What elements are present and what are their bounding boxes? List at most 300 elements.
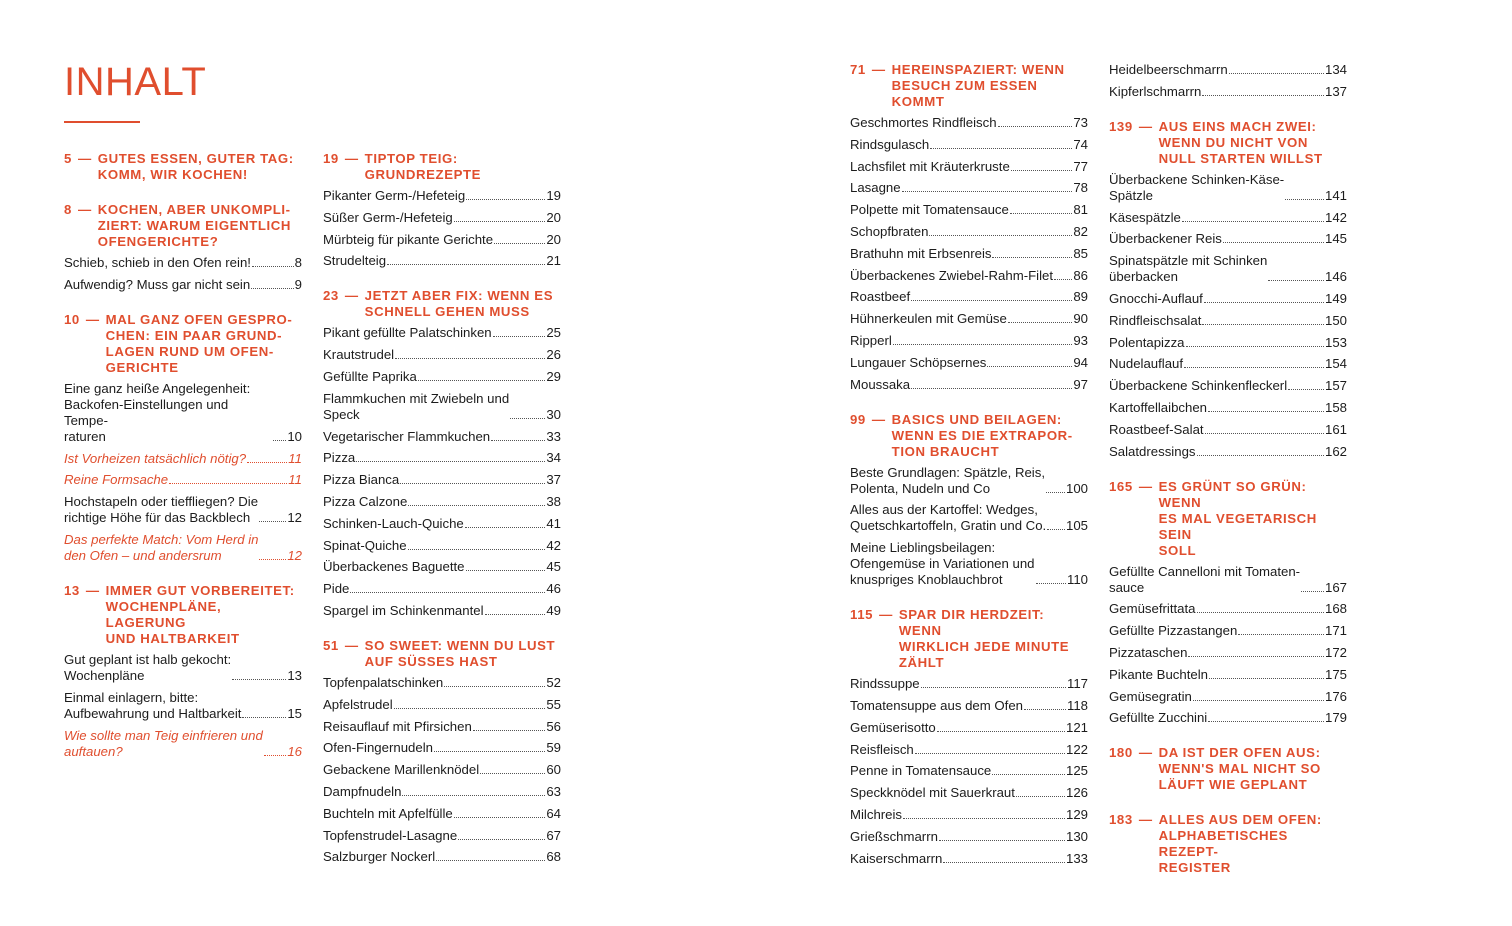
toc-entry (1109, 62, 1347, 78)
entry-title: Pizza (323, 450, 356, 466)
dot-leader (1036, 583, 1066, 584)
entry-title: Pizzataschen (1109, 644, 1188, 660)
entry-title: Pikante Buchteln (1109, 666, 1208, 682)
entry-page-number: 20 (546, 231, 561, 247)
dot-leader (1268, 280, 1324, 281)
entry-page-number: 63 (546, 783, 561, 799)
entry-title: Schieb, schieb in den Ofen rein! (64, 255, 251, 270)
dot-leader (454, 221, 546, 222)
entry-page-number: 129 (1065, 806, 1088, 822)
entry-title: Einmal einlagern, bitte: Aufbewahrung und Haltbarkeit (64, 689, 242, 721)
entry-title: Apfelstrudel (323, 696, 393, 712)
dot-leader (1301, 591, 1324, 592)
section-number: 51 (323, 637, 339, 653)
toc-entry (323, 762, 561, 778)
entry-page-number: 46 (546, 581, 561, 597)
toc-entry (850, 851, 1088, 867)
section-dash: — (1138, 812, 1153, 828)
entry-page-number: 15 (287, 705, 302, 721)
entry-title: Beste Grundlagen: Spätzle, Reis, Polenta, Nudeln und Co (850, 464, 1045, 496)
entry-page-number: 153 (1324, 334, 1347, 350)
dot-leader (1024, 709, 1066, 710)
entry-title: Spinat-Quiche (323, 537, 407, 553)
toc-entry (323, 347, 561, 363)
dot-leader (1016, 796, 1065, 797)
entry-title: Reisauflauf mit Pfirsichen (323, 718, 472, 734)
entry-title: Salatdressings (1109, 443, 1196, 459)
toc-column-3 (850, 62, 1088, 886)
dot-leader (903, 818, 1065, 819)
toc-entry (850, 676, 1088, 692)
dot-leader (232, 679, 286, 680)
entry-page-number: 13 (287, 667, 302, 683)
dot-leader (1011, 170, 1073, 171)
toc-entry (850, 311, 1088, 327)
dot-leader (1188, 656, 1324, 657)
toc-entry (323, 849, 561, 865)
toc-entry (323, 369, 561, 385)
entry-title: Geschmortes Rindfleisch (850, 115, 997, 130)
entry-page-number: 179 (1324, 710, 1347, 726)
toc-entry (64, 652, 302, 684)
entry-title: Speckknödel mit Sauerkraut (850, 785, 1015, 801)
entry-page-number: 97 (1073, 376, 1088, 392)
dot-leader (252, 266, 294, 267)
section-heading (1109, 479, 1347, 559)
dot-leader (921, 687, 1066, 688)
dot-leader (264, 755, 287, 756)
entry-page-number: 158 (1324, 399, 1347, 415)
entry-page-number: 94 (1073, 354, 1088, 370)
entry-title: Überbackenes Baguette (323, 559, 465, 575)
toc-entry (850, 785, 1088, 801)
section-dash: — (1138, 478, 1153, 494)
entry-page-number: 16 (287, 743, 302, 759)
dot-leader (998, 126, 1073, 127)
toc-entry (323, 784, 561, 800)
entry-title: Flammkuchen mit Zwiebeln und Speck (323, 390, 510, 422)
section-number: 13 (64, 582, 80, 598)
entry-title: Gemüserisotto (850, 719, 936, 735)
dot-leader (510, 418, 545, 419)
dot-leader (494, 243, 545, 244)
dot-leader (1193, 700, 1324, 701)
toc-entry (64, 381, 302, 445)
entry-title: Nudelauflauf (1109, 356, 1184, 372)
section-title: GUTES ESSEN, GUTER TAG: KOMM, WIR KOCHEN! (97, 151, 294, 182)
entry-page-number: 105 (1065, 518, 1088, 534)
entry-title: Polentapizza (1109, 334, 1185, 350)
toc-entry (323, 210, 561, 226)
toc-section (850, 412, 1088, 589)
entry-page-number: 117 (1066, 676, 1088, 692)
toc-section (64, 151, 302, 183)
section-title: SO SWEET: WENN DU LUST AUF SÜSSES HAST (364, 637, 556, 669)
entry-title: Wie sollte man Teig einfrieren und auftauen? (64, 727, 263, 759)
entry-title: Roastbeef (850, 289, 911, 305)
section-heading (64, 583, 302, 647)
toc-section (64, 312, 302, 564)
toc-entry (64, 277, 302, 293)
entry-page-number: 167 (1324, 579, 1347, 595)
section-title: ES GRÜNT SO GRÜN: WENN ES MAL VEGETARISCH SEIN SOLL (1158, 478, 1317, 558)
section-heading (850, 412, 1088, 460)
entry-page-number: 10 (287, 428, 302, 444)
section-heading (323, 638, 561, 670)
toc-entry (323, 559, 561, 575)
entry-page-number: 85 (1073, 245, 1088, 261)
toc-entry (1109, 601, 1347, 617)
toc-entry (323, 740, 561, 756)
toc-column-4 (1109, 62, 1347, 895)
entry-page-number: 77 (1073, 158, 1088, 174)
entry-page-number: 37 (546, 472, 561, 488)
entry-title: Gnocchi-Auflauf (1109, 290, 1203, 306)
toc-section (323, 638, 561, 865)
toc-section (1109, 479, 1347, 727)
entry-title: Milchreis (850, 806, 903, 822)
dot-leader (1197, 612, 1324, 613)
toc-entry (850, 333, 1088, 349)
toc-entry (850, 268, 1088, 284)
section-dash: — (344, 288, 359, 304)
entry-title: Topfenpalatschinken (323, 674, 444, 690)
dot-leader (1010, 213, 1073, 214)
section-number: 5 (64, 151, 72, 166)
entry-title: Käsespätzle (1109, 209, 1181, 225)
dot-leader (418, 380, 546, 381)
entry-page-number: 172 (1324, 644, 1347, 660)
entry-page-number: 60 (546, 762, 561, 778)
toc-section (1109, 812, 1347, 876)
toc-entry (850, 807, 1088, 823)
toc-entry (1109, 710, 1347, 726)
section-dash: — (77, 151, 92, 166)
entry-page-number: 89 (1073, 289, 1088, 305)
entry-title: Ripperl (850, 332, 892, 348)
entry-page-number: 81 (1073, 202, 1088, 218)
toc-entry (64, 532, 302, 564)
toc-entry (850, 763, 1088, 779)
entry-page-number: 86 (1073, 267, 1088, 283)
entry-title: Lungauer Schöpsernes (850, 354, 987, 370)
toc-entry (850, 377, 1088, 393)
toc-entry (323, 494, 561, 510)
toc-column-2 (323, 151, 561, 884)
dot-leader (466, 199, 545, 200)
dot-leader (911, 388, 1072, 389)
toc-entry (850, 224, 1088, 240)
entry-page-number: 171 (1324, 623, 1347, 639)
toc-entry (1109, 210, 1347, 226)
section-heading (1109, 745, 1347, 793)
entry-title: Grießschmarrn (850, 828, 938, 844)
entry-title: Roastbeef-Salat (1109, 421, 1204, 437)
section-dash: — (879, 607, 893, 623)
section-dash: — (871, 62, 886, 77)
entry-page-number: 146 (1324, 269, 1347, 285)
toc-section (1109, 119, 1347, 460)
section-title: AUS EINS MACH ZWEI: WENN DU NICHT VON NULL STARTEN WILLST (1158, 118, 1323, 166)
dot-leader (444, 686, 545, 687)
toc-entry (850, 289, 1088, 305)
entry-title: Gefüllte Pizzastangen (1109, 623, 1238, 639)
section-title: TIPTOP TEIG: GRUNDREZEPTE (364, 151, 482, 182)
toc-entry (1109, 378, 1347, 394)
entry-page-number: 45 (546, 559, 561, 575)
toc-entry (323, 188, 561, 204)
entry-page-number: 137 (1324, 83, 1347, 99)
dot-leader (493, 336, 546, 337)
dot-leader (395, 358, 545, 359)
dot-leader (1208, 411, 1324, 412)
section-dash: — (1138, 745, 1153, 761)
dot-leader (480, 773, 545, 774)
entry-page-number: 134 (1324, 62, 1347, 77)
entry-title: Süßer Germ-/Hefeteig (323, 209, 453, 225)
entry-page-number: 150 (1324, 312, 1347, 328)
dot-leader (992, 774, 1065, 775)
toc-entry (1109, 667, 1347, 683)
entry-page-number: 30 (546, 406, 561, 422)
entry-page-number: 168 (1324, 601, 1347, 617)
dot-leader (402, 795, 545, 796)
section-title: HEREINSPAZIERT: WENN BESUCH ZUM ESSEN KOMMT (891, 62, 1065, 109)
toc-entry (850, 159, 1088, 175)
entry-title: Kartoffellaibchen (1109, 399, 1207, 415)
dot-leader (1186, 346, 1324, 347)
entry-page-number: 42 (546, 537, 561, 553)
toc-entry (64, 494, 302, 526)
entry-title: Vegetarischer Flammkuchen (323, 428, 491, 444)
entry-title: Hühnerkeulen mit Gemüse (850, 311, 1007, 327)
toc-entry (64, 728, 302, 760)
toc-entry (1109, 291, 1347, 307)
entry-page-number: 154 (1324, 356, 1347, 372)
section-heading (850, 62, 1088, 110)
toc-entry (850, 502, 1088, 534)
entry-title: Schopfbraten (850, 223, 929, 239)
entry-title: Gefüllte Zucchini (1109, 710, 1208, 726)
toc-entry (1109, 84, 1347, 100)
toc-entry (850, 202, 1088, 218)
toc-column-1 (64, 151, 302, 779)
section-number: 10 (64, 311, 80, 327)
entry-page-number: 64 (546, 805, 561, 821)
dot-leader (436, 860, 545, 861)
dot-leader (1238, 634, 1324, 635)
dot-leader (1202, 324, 1324, 325)
toc-entry (850, 465, 1088, 497)
entry-page-number: 9 (294, 276, 302, 292)
toc-entry (323, 391, 561, 423)
section-dash: — (1138, 118, 1153, 134)
entry-page-number: 55 (546, 696, 561, 712)
section-title: IMMER GUT VORBEREITET: WOCHENPLÄNE, LAGERUNG UND HALTBARKEIT (105, 582, 295, 646)
entry-page-number: 121 (1065, 719, 1088, 735)
section-number: 180 (1109, 745, 1133, 761)
entry-page-number: 157 (1324, 378, 1347, 394)
dot-leader (273, 440, 286, 441)
entry-page-number: 12 (287, 547, 302, 563)
dot-leader (1047, 529, 1065, 530)
toc-entry (1109, 172, 1347, 204)
toc-entry (323, 538, 561, 554)
entry-page-number: 73 (1073, 115, 1088, 130)
dot-leader (251, 288, 293, 289)
entry-title: Tomatensuppe aus dem Ofen (850, 697, 1024, 713)
dot-leader (458, 839, 545, 840)
toc-entry (850, 720, 1088, 736)
dot-leader (491, 440, 545, 441)
entry-page-number: 82 (1073, 223, 1088, 239)
toc-entry (323, 697, 561, 713)
toc-entry (323, 603, 561, 619)
entry-title: Meine Lieblingsbeilagen: Ofengemüse in Variationen und knuspriges Knoblauchbrot (850, 540, 1035, 588)
dot-leader (987, 366, 1072, 367)
entry-page-number: 20 (546, 209, 561, 225)
dot-leader (387, 264, 545, 265)
dot-leader (1204, 302, 1324, 303)
entry-title: Heidelbeerschmarrn (1109, 62, 1228, 77)
toc-entry (64, 451, 302, 467)
dot-leader (466, 570, 546, 571)
dot-leader (1202, 95, 1324, 96)
section-dash: — (77, 202, 92, 217)
entry-title: Aufwendig? Muss gar nicht sein (64, 276, 251, 292)
toc-section (1109, 745, 1347, 793)
section-dash: — (344, 151, 359, 166)
toc-entry (323, 719, 561, 735)
toc-section (1109, 62, 1347, 100)
dot-leader (169, 483, 287, 484)
entry-page-number: 33 (546, 428, 561, 444)
entry-title: Rindssuppe (850, 676, 920, 692)
entry-page-number: 145 (1324, 231, 1347, 247)
toc-entry (1109, 422, 1347, 438)
section-number: 165 (1109, 478, 1133, 494)
dot-leader (939, 840, 1065, 841)
toc-section (850, 607, 1088, 866)
entry-page-number: 110 (1066, 572, 1088, 588)
toc-entry (1109, 400, 1347, 416)
toc-entry (323, 429, 561, 445)
toc-entry (850, 180, 1088, 196)
toc-section (323, 288, 561, 619)
dot-leader (465, 527, 546, 528)
entry-title: Lachsfilet mit Kräuterkruste (850, 158, 1010, 174)
toc-entry (1109, 313, 1347, 329)
entry-title: Penne in Tomatensauce (850, 763, 992, 779)
toc-entry (323, 253, 561, 269)
entry-page-number: 149 (1324, 290, 1347, 306)
dot-leader (1209, 678, 1324, 679)
toc-entry (1109, 689, 1347, 705)
entry-title: Reisfleisch (850, 741, 914, 757)
toc-entry (1109, 645, 1347, 661)
entry-title: Das perfekte Match: Vom Herd in den Ofen – und andersrum (64, 531, 259, 563)
entry-page-number: 49 (546, 602, 561, 618)
entry-title: Überbackene Schinkenfleckerl (1109, 378, 1288, 394)
entry-page-number: 34 (546, 450, 561, 466)
toc-entry (850, 829, 1088, 845)
section-title: ALLES AUS DEM OFEN: ALPHABETISCHES REZEPT- REGISTER (1158, 812, 1322, 876)
dot-leader (930, 148, 1072, 149)
section-title: DA IST DER OFEN AUS: WENN'S MAL NICHT SO LÄUFT WIE GEPLANT (1158, 745, 1321, 793)
toc-entry (850, 355, 1088, 371)
entry-title: Moussaka (850, 376, 911, 392)
dot-leader (1288, 389, 1324, 390)
entry-page-number: 133 (1065, 850, 1088, 866)
entry-title: Alles aus der Kartoffel: Wedges, Quetschkartoffeln, Gratin und Co. (850, 502, 1047, 534)
section-dash: — (871, 411, 886, 427)
entry-page-number: 162 (1324, 443, 1347, 459)
page-title: INHALT (64, 60, 207, 104)
dot-leader (408, 549, 546, 550)
entry-title: Pide (323, 581, 350, 597)
entry-page-number: 78 (1073, 180, 1088, 196)
dot-leader (911, 300, 1072, 301)
entry-title: Pizza Bianca (323, 472, 400, 488)
section-dash: — (344, 637, 359, 653)
toc-entry (323, 450, 561, 466)
dot-leader (1229, 73, 1324, 74)
section-heading (323, 288, 561, 320)
entry-title: Spinatspätzle mit Schinken überbacken (1109, 253, 1268, 285)
entry-title: Schinken-Lauch-Quiche (323, 515, 464, 531)
section-title: JETZT ABER FIX: WENN ES SCHNELL GEHEN MUSS (364, 288, 554, 320)
section-number: 23 (323, 288, 339, 304)
section-number: 183 (1109, 812, 1133, 828)
toc-entry (64, 690, 302, 722)
section-title: MAL GANZ OFEN GESPRO- CHEN: EIN PAAR GRUND- LAGEN RUND UM OFEN- GERICHTE (105, 311, 293, 375)
entry-title: Überbackene Schinken-Käse- Spätzle (1109, 171, 1285, 203)
entry-page-number: 19 (546, 188, 561, 203)
toc-section (64, 583, 302, 760)
entry-title: Dampfnudeln (323, 783, 402, 799)
dot-leader (356, 461, 545, 462)
toc-entry (850, 742, 1088, 758)
entry-title: Topfenstrudel-Lasagne (323, 827, 458, 843)
entry-page-number: 90 (1073, 311, 1088, 327)
entry-page-number: 74 (1073, 136, 1088, 152)
entry-title: Hochstapeln oder tieffliegen? Die richtige Höhe für das Backblech (64, 494, 259, 526)
toc-entry (1109, 444, 1347, 460)
dot-leader (1182, 221, 1324, 222)
entry-page-number: 141 (1324, 187, 1347, 203)
toc-section (323, 151, 561, 269)
dot-leader (394, 708, 546, 709)
dot-leader (247, 462, 287, 463)
entry-page-number: 11 (288, 472, 302, 488)
entry-page-number: 126 (1065, 785, 1088, 801)
entry-title: Pikanter Germ-/Hefeteig (323, 188, 466, 203)
entry-title: Rindfleischsalat (1109, 312, 1202, 328)
entry-title: Buchteln mit Apfelfülle (323, 805, 453, 821)
title-divider (64, 121, 140, 123)
entry-page-number: 12 (287, 510, 302, 526)
entry-page-number: 59 (546, 740, 561, 756)
entry-page-number: 100 (1065, 480, 1088, 496)
entry-page-number: 130 (1065, 828, 1088, 844)
toc-entry (1109, 623, 1347, 639)
dot-leader (902, 191, 1073, 192)
dot-leader (1208, 721, 1324, 722)
toc-entry (323, 516, 561, 532)
toc-entry (323, 675, 561, 691)
toc-entry (323, 806, 561, 822)
toc-entry (323, 828, 561, 844)
